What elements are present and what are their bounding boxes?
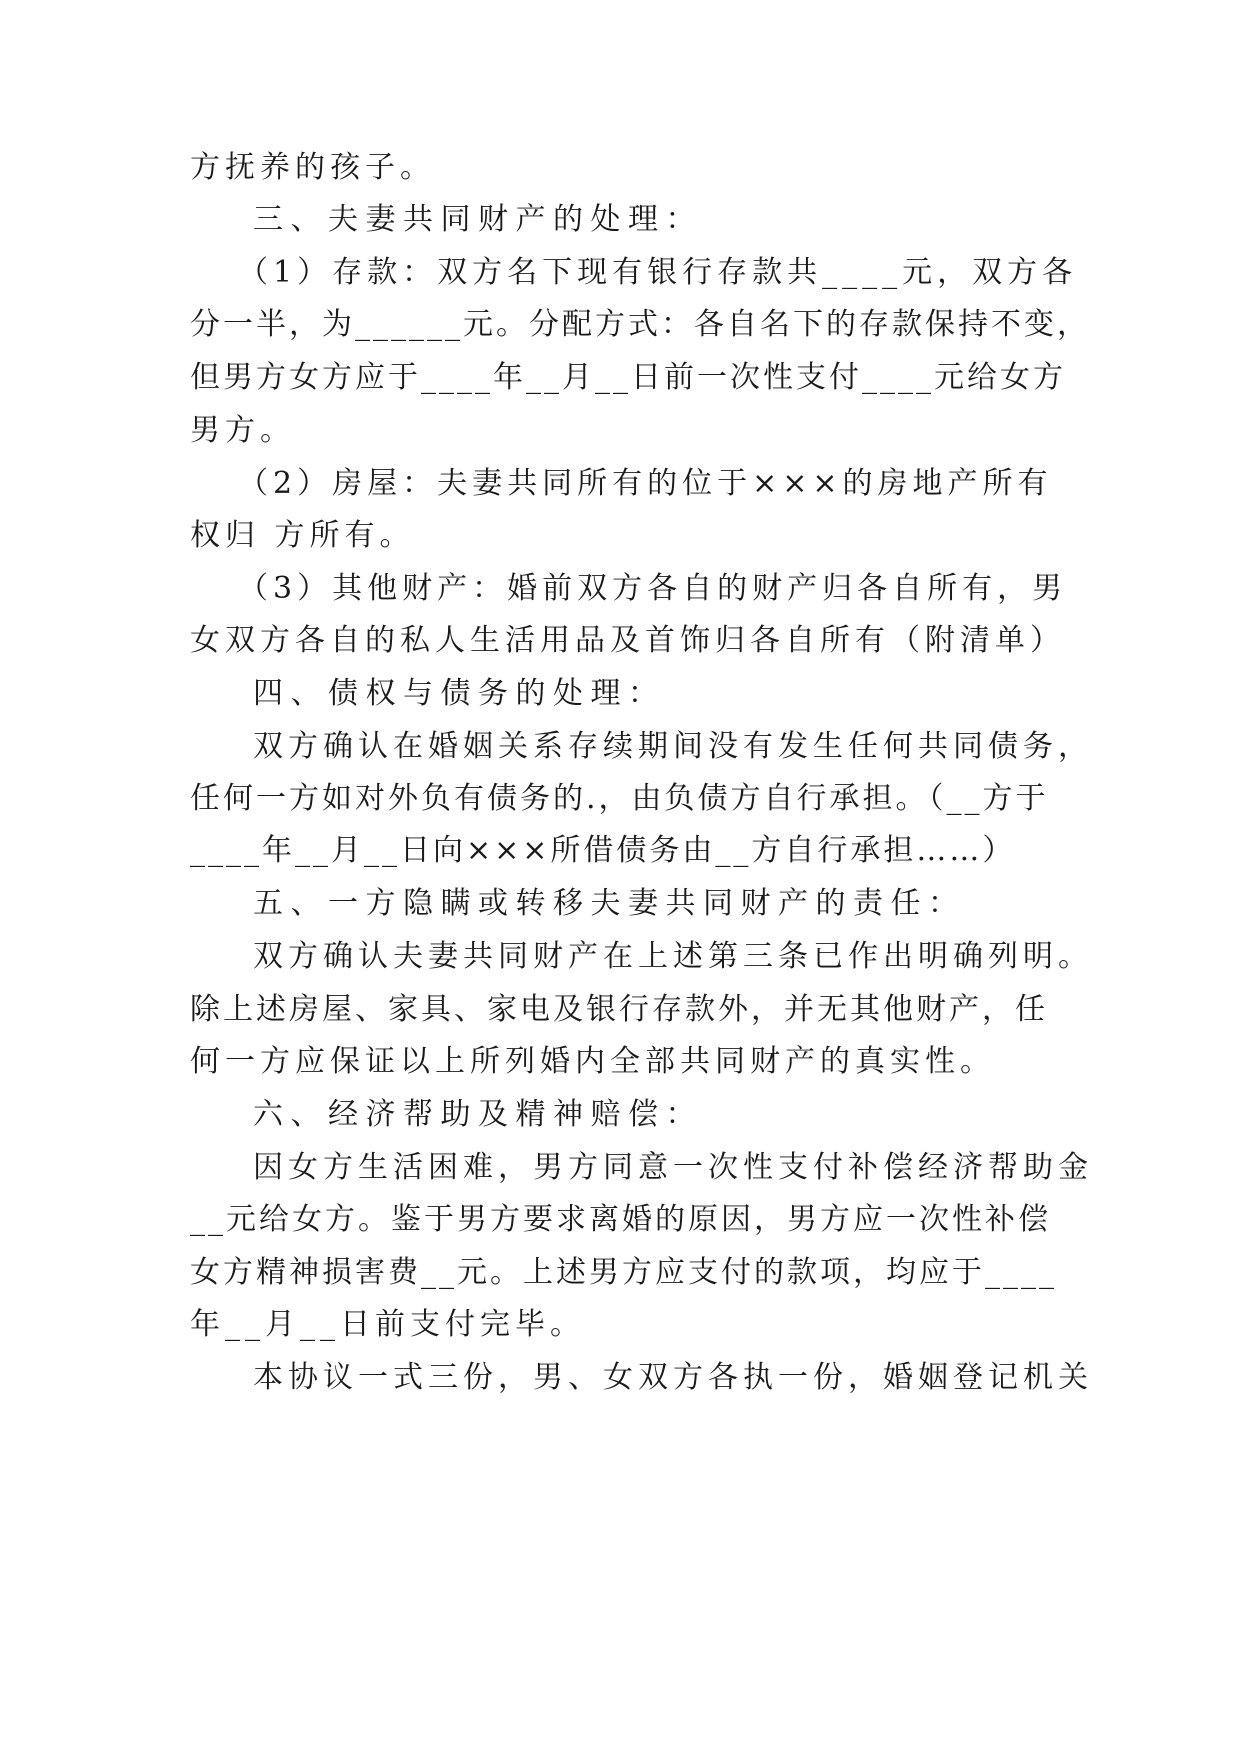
text-line: 但男方女方应于____年__月__日前一次性支付____元给女方 [190, 360, 1066, 395]
section-heading: 五、一方隐瞒或转移夫妻共同财产的责任： [253, 886, 966, 921]
text-line: 年__月__日前支付完毕。 [190, 1307, 585, 1342]
text-line: 本协议一式三份，男、女双方各执一份，婚姻登记机关 [253, 1360, 1093, 1395]
text-line: （1）存款：双方名下现有银行存款共____元，双方各 [238, 255, 1078, 290]
text-line: 双方确认夫妻共同财产在上述第三条已作出明确列明。 [253, 939, 1093, 974]
text-line: 男方。 [190, 413, 295, 448]
section-heading: 六、经济帮助及精神赔偿： [253, 1097, 703, 1132]
text-line: 分一半，为______元。分配方式：各自名下的存款保持不变， [190, 307, 1090, 342]
text-line: __元给女方。鉴于男方要求离婚的原因，男方应一次性补偿 [190, 1202, 1051, 1237]
text-line: 因女方生活困难，男方同意一次性支付补偿经济帮助金 [253, 1150, 1093, 1185]
text-line: 双方确认在婚姻关系存续期间没有发生任何共同债务， [253, 729, 1093, 764]
text-line: （2）房屋：夫妻共同所有的位于×××的房地产所有 [238, 466, 1053, 501]
text-line: ____年__月__日向×××所借债务由__方自行承担……） [190, 833, 1016, 868]
text-line: 女方精神损害费__元。上述男方应支付的款项，均应于____ [190, 1255, 1057, 1290]
text-line: 方抚养的孩子。 [190, 150, 435, 185]
section-heading: 四、债权与债务的处理： [253, 676, 666, 711]
text-line: 除上述房屋、家具、家电及银行存款外，并无其他财产，任 [190, 992, 1048, 1027]
text-line: 女双方各自的私人生活用品及首饰归各自所有（附清单） [190, 623, 1065, 658]
text-line: 任何一方如对外负有债务的.，由负债方自行承担。（__方于 [190, 781, 1049, 816]
text-line: 权归 方所有。 [190, 518, 415, 553]
text-line: （3）其他财产：婚前双方各自的财产归各自所有，男 [238, 571, 1068, 606]
section-heading: 三、夫妻共同财产的处理： [253, 202, 703, 237]
text-line: 何一方应保证以上所列婚内全部共同财产的真实性。 [190, 1044, 995, 1079]
